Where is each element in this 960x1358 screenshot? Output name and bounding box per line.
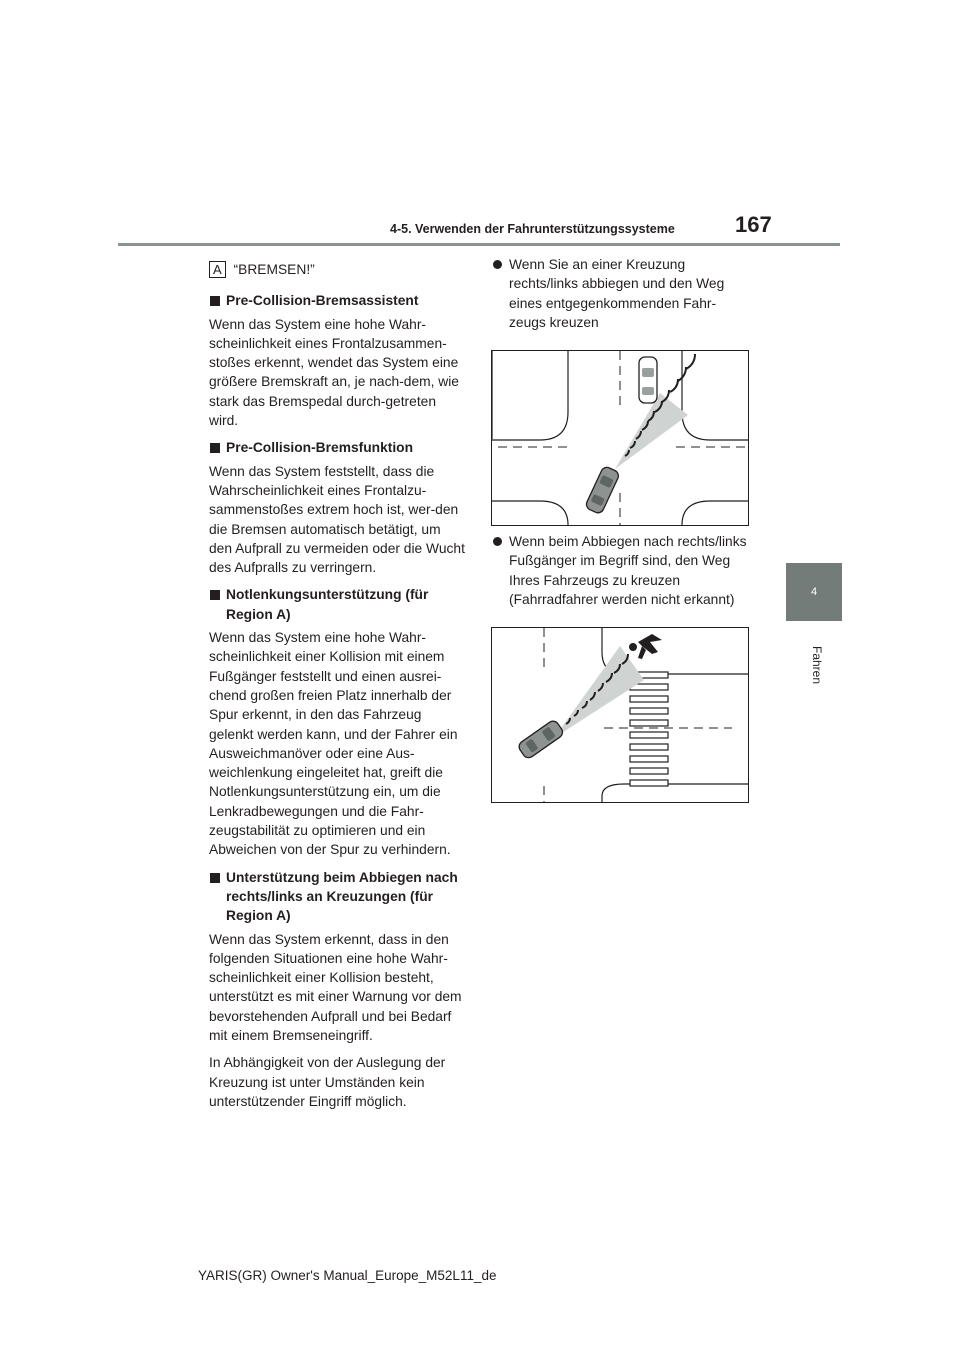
square-bullet-icon bbox=[210, 443, 220, 453]
bullet-dot-icon bbox=[493, 537, 502, 546]
chapter-number: 4 bbox=[810, 586, 818, 598]
section-heading-turn-assist: Unterstützung beim Abbiegen nach rechts/links an Kreuzungen (für Region A) bbox=[209, 868, 465, 926]
crosswalk bbox=[630, 672, 668, 786]
road-curb bbox=[492, 351, 568, 440]
section-paragraph: Wenn das System erkennt, dass in den folgenden Situationen eine hohe Wahr-scheinlichkeit einer Kollision besteht, unterstützt es mit einer Warnung vor dem bevorstehenden Aufprall und bei Bedarf mit einem Bremseneingriff. bbox=[209, 931, 462, 1043]
section-paragraph: Wenn das System eine hohe Wahr-scheinlichkeit eines Frontalzusammen-stoßes erkennt, wendet das System eine größere Bremskraft an, je nach-dem, wie stark das Bremspedal durch-getreten wird. bbox=[209, 316, 459, 429]
intersection-oncoming-vehicle-figure bbox=[491, 350, 749, 526]
callout-text: “BREMSEN!” bbox=[233, 262, 315, 277]
road-curb bbox=[682, 501, 748, 525]
header-divider bbox=[118, 243, 840, 246]
road-curb bbox=[602, 784, 748, 802]
road-curb bbox=[492, 501, 568, 525]
section-paragraph: Wenn das System eine hohe Wahr-scheinlichkeit einer Kollision mit einem Fußgänger feststellt und einen ausrei-chend großen freien Platz innerhalb der Spur erkennt, in den das Fahrzeug gelenkt werden kann, und der Fahrer ein Ausweichmanöver oder eine Aus-weichlenkung eingeleitet hat, greift die Notlenkungsunterstützung ein, um die Lenkradbewegungen und die Fahr-zeugstabilität zu optimieren und ein Abweichen von der Spur zu verhindern. bbox=[209, 630, 458, 858]
footer-manual-id: YARIS(GR) Owner's Manual_Europe_M52L11_de bbox=[198, 1268, 497, 1283]
bullet-oncoming-vehicle: Wenn Sie an einer Kreuzung rechts/links abbiegen und den Weg eines entgegenkommenden Fahr-zeugs kreuzen bbox=[491, 255, 749, 332]
square-bullet-icon bbox=[210, 873, 220, 883]
page-number: 167 bbox=[735, 212, 772, 237]
chapter-tab[interactable] bbox=[786, 563, 842, 621]
radar-beam bbox=[615, 393, 688, 469]
chapter-label: Fahren bbox=[810, 645, 824, 685]
oncoming-car bbox=[639, 357, 657, 403]
callout-line bbox=[209, 260, 465, 279]
intersection-pedestrian-figure bbox=[491, 627, 749, 803]
square-bullet-icon bbox=[210, 296, 220, 306]
section-heading-brake-function: Pre-Collision-Bremsfunktion bbox=[209, 438, 465, 457]
section-paragraph: Wenn das System feststellt, dass die Wahrscheinlichkeit eines Frontalzu-sammenstoßes extrem hoch ist, wer-den die Bremsen automatisch betätigt, um den Aufprall zu vermeiden oder die Wucht des Aufpralls zu verringern. bbox=[209, 463, 465, 576]
bullet-pedestrian: Wenn beim Abbiegen nach rechts/links Fußgänger im Begriff sind, den Weg Ihres Fahrzeugs zu kreuzen (Fahrradfahrer werden nicht erkannt) bbox=[491, 532, 749, 609]
section-heading-emergency-steering: Notlenkungsunterstützung (für Region A) bbox=[209, 585, 465, 624]
own-car bbox=[585, 466, 621, 515]
left-column bbox=[209, 260, 465, 1119]
section-heading-brake-assist: Pre-Collision-Bremsassistent bbox=[209, 291, 465, 310]
callout-label: A bbox=[209, 261, 226, 278]
bullet-dot-icon bbox=[493, 260, 502, 269]
right-column bbox=[491, 255, 749, 803]
section-paragraph: In Abhängigkeit von der Auslegung der Kreuzung ist unter Umständen kein unterstützender Eingriff möglich. bbox=[209, 1055, 446, 1109]
pedestrian-icon bbox=[629, 634, 662, 659]
section-title: 4-5. Verwenden der Fahrunterstützungssysteme bbox=[390, 222, 675, 236]
own-car bbox=[517, 719, 565, 760]
square-bullet-icon bbox=[210, 590, 220, 600]
